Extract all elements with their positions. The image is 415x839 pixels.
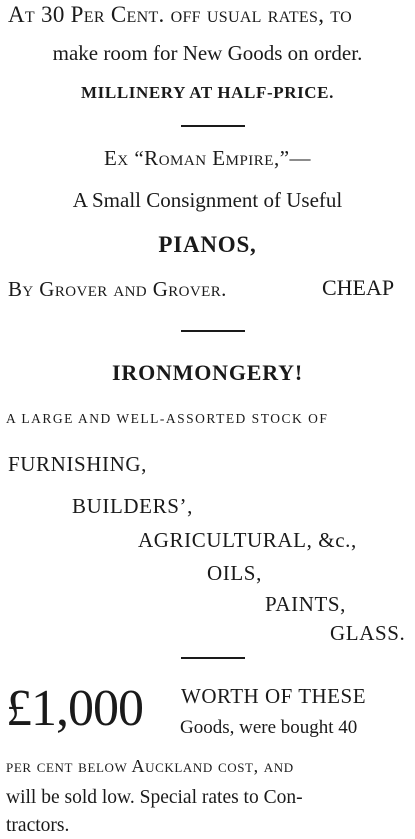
amount-figure: £1,000: [6, 680, 143, 737]
item-builders: BUILDERS’,: [72, 494, 193, 518]
item-paints: PAINTS,: [265, 592, 347, 616]
ship-line: Ex “Roman Empire,”—: [103, 146, 312, 170]
divider-2: [181, 330, 245, 332]
millinery-heading: MILLINERY AT HALF-PRICE.: [81, 83, 334, 102]
maker-line: By Grover and Grover.: [8, 277, 227, 301]
item-agricultural: AGRICULTURAL, &c.,: [138, 528, 357, 552]
item-oils: OILS,: [207, 561, 262, 585]
offer-line-5: tractors.: [6, 815, 70, 836]
cheap-label: CHEAP: [322, 275, 395, 300]
new-goods-line: make room for New Goods on order.: [52, 41, 363, 65]
offer-line-3: per cent below Auckland cost, and: [6, 756, 294, 776]
consignment-desc: A Small Consignment of Useful: [72, 188, 343, 212]
item-glass: GLASS.: [330, 621, 406, 645]
divider-3: [181, 657, 245, 659]
offer-line-1: WORTH OF THESE: [181, 684, 367, 708]
offer-line-2: Goods, were bought 40: [180, 717, 358, 738]
ironmongery-heading: IRONMONGERY!: [112, 360, 303, 385]
pianos-heading: PIANOS,: [158, 232, 257, 257]
stock-line: A LARGE AND WELL-ASSORTED STOCK OF: [6, 411, 329, 426]
offer-line-4: will be sold low. Special rates to Con-: [6, 787, 303, 808]
discount-line: At 30 Per Cent. off usual rates, to: [8, 2, 352, 27]
item-furnishing: FURNISHING,: [8, 452, 148, 476]
divider-1: [181, 125, 245, 127]
